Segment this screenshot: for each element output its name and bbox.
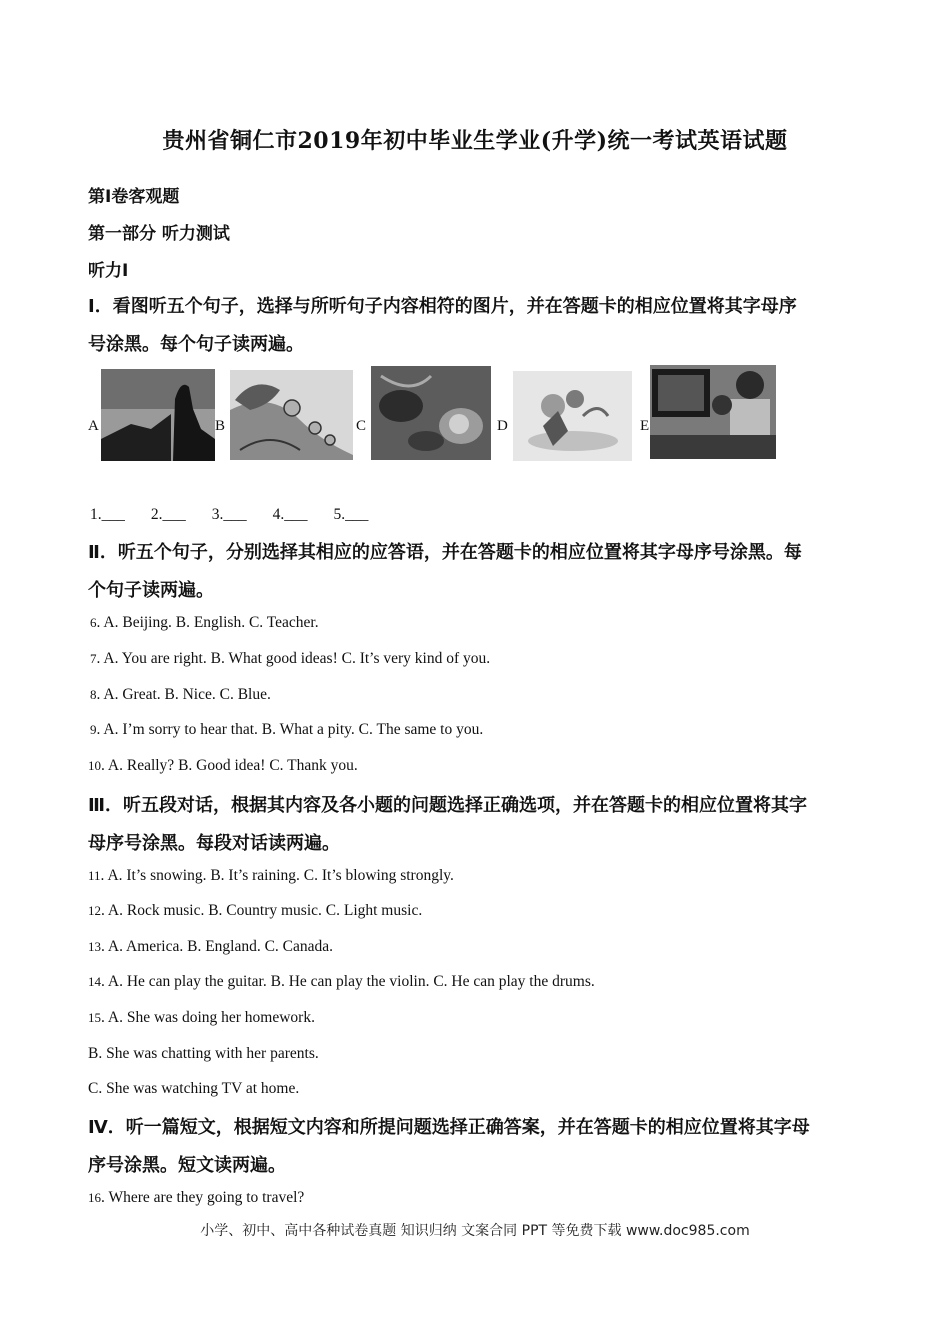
- answer-blanks: [90, 506, 394, 524]
- question-row: 11. A. It’s snowing. B. It’s raining. C. It’s blowing strongly.: [88, 867, 454, 884]
- question-options: A. Really? B. Good idea! C. Thank you.: [107, 757, 358, 774]
- question-text: Where are they going to travel?: [108, 1189, 305, 1206]
- picture-label-e: E: [640, 418, 650, 434]
- question-options: A. America. B. England. C. Canada.: [107, 938, 334, 955]
- question-options: A. Rock music. B. Country music. C. Light music.: [107, 902, 423, 919]
- question-row: 14. A. He can play the guitar. B. He can play the violin. C. He can play the drums.: [88, 973, 595, 990]
- blank-1: 1.___: [90, 506, 125, 523]
- question-options: A. She was doing her homework.: [107, 1009, 315, 1026]
- picture-label-c: C: [356, 418, 367, 434]
- question-row: 8. A. Great. B. Nice. C. Blue.: [90, 686, 271, 703]
- question-row: 9. A. I’m sorry to hear that. B. What a pity. C. The same to you.: [90, 721, 484, 738]
- section2-instruction-line1: Ⅱ．听五个句子，分别选择其相应的应答语，并在答题卡的相应位置将其字母序号涂黑。每: [88, 542, 802, 563]
- section3-instruction-line2: 母序号涂黑。每段对话读两遍。: [88, 833, 340, 854]
- picture-b-cartoon: [230, 370, 353, 460]
- question-options: A. Great. B. Nice. C. Blue.: [103, 686, 271, 703]
- picture-c-flower: [371, 366, 491, 460]
- section1-instruction-line2: 号涂黑。每个句子读两遍。: [88, 334, 304, 355]
- question-row: 6. A. Beijing. B. English. C. Teacher.: [90, 614, 319, 631]
- question-options: A. He can play the guitar. B. He can play the violin. C. He can play the drums.: [107, 973, 595, 990]
- picture-e-computer-room: [650, 365, 776, 459]
- question-options: A. I’m sorry to hear that. B. What a pity. C. The same to you.: [103, 721, 484, 738]
- question-row: 12. A. Rock music. B. Country music. C. Light music.: [88, 902, 423, 919]
- question-options: A. It’s snowing. B. It’s raining. C. It’s blowing strongly.: [107, 867, 454, 884]
- question-option-line: C. She was watching TV at home.: [88, 1080, 300, 1097]
- volume-heading: 第Ⅰ卷客观题: [88, 187, 180, 207]
- question-number: 9: [90, 722, 97, 737]
- question-number: 13: [88, 939, 101, 954]
- blank-5: 5.___: [333, 506, 369, 523]
- question-number: 16: [88, 1190, 101, 1205]
- question-number: 6: [90, 615, 97, 630]
- question-number: 15: [88, 1010, 101, 1025]
- question-number: 12: [88, 903, 101, 918]
- part-heading: 第一部分 听力测试: [88, 224, 230, 244]
- question-options: A. Beijing. B. English. C. Teacher.: [103, 614, 319, 631]
- picture-d-garden: [513, 371, 632, 461]
- blank-3: 3.___: [211, 506, 247, 523]
- section4-instruction-line1: Ⅳ．听一篇短文，根据短文内容和所提问题选择正确答案，并在答题卡的相应位置将其字母: [88, 1117, 810, 1138]
- picture-label-d: D: [497, 418, 508, 434]
- question-row: 7. A. You are right. B. What good ideas! C. It’s very kind of you.: [90, 650, 491, 667]
- section2-instruction-line2: 个句子读两遍。: [88, 580, 214, 601]
- question-number: 10: [88, 758, 101, 773]
- section3-instruction-line1: Ⅲ．听五段对话，根据其内容及各小题的问题选择正确选项，并在答题卡的相应位置将其字: [88, 795, 808, 816]
- question-row: 13. A. America. B. England. C. Canada.: [88, 938, 334, 955]
- question-row: 16. Where are they going to travel?: [88, 1189, 305, 1206]
- question-row: 15. A. She was doing her homework.: [88, 1009, 315, 1026]
- blank-4: 4.___: [272, 506, 308, 523]
- question-option-line: B. She was chatting with her parents.: [88, 1045, 319, 1062]
- footer-watermark: 小学、初中、高中各种试卷真题 知识归纳 文案合同 PPT 等免费下载 www.doc985.com: [200, 1223, 750, 1239]
- question-number: 14: [88, 974, 101, 989]
- section4-instruction-line2: 序号涂黑。短文读两遍。: [88, 1155, 286, 1176]
- page-title: 贵州省铜仁市2019年初中毕业生学业(升学)统一考试英语试题: [162, 128, 788, 154]
- section1-instruction-line1: Ⅰ．看图听五个句子，选择与所听句子内容相符的图片，并在答题卡的相应位置将其字母序: [88, 296, 797, 317]
- picture-label-b: B: [215, 418, 226, 434]
- picture-label-a: A: [88, 418, 99, 434]
- blank-2: 2.___: [150, 506, 186, 523]
- listening-heading: 听力Ⅰ: [88, 261, 129, 281]
- question-options: A. You are right. B. What good ideas! C. It’s very kind of you.: [103, 650, 491, 667]
- picture-a-mountain: [101, 369, 215, 461]
- question-row: 10. A. Really? B. Good idea! C. Thank you.: [88, 757, 358, 774]
- question-number: 11: [88, 868, 101, 883]
- question-number: 8: [90, 687, 97, 702]
- question-number: 7: [90, 651, 97, 666]
